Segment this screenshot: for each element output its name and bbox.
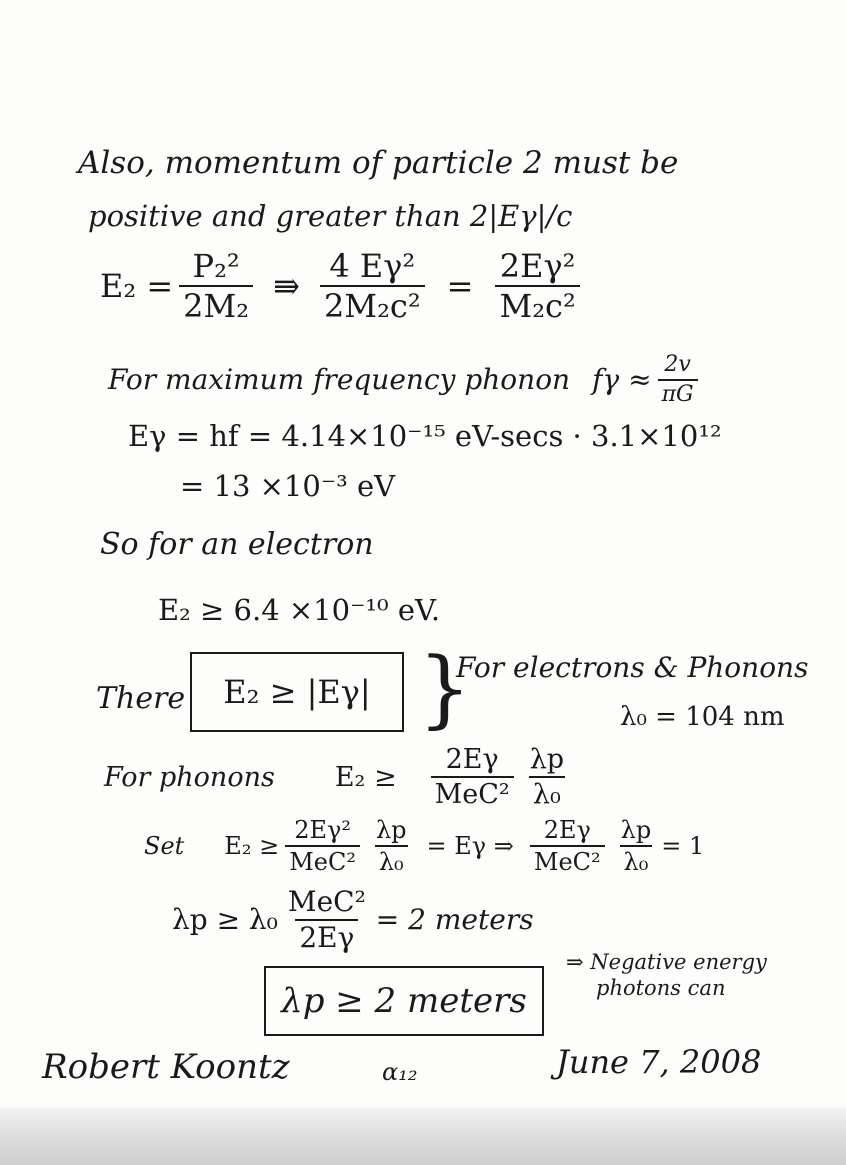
lambda-zero-value: λ₀ = 104 nm xyxy=(620,702,785,732)
right-brace: } xyxy=(418,639,472,737)
negative-energy-note-2: photons can xyxy=(596,976,726,1000)
phonon-num-2: λp xyxy=(529,744,565,775)
set-num-2: λp xyxy=(375,816,407,844)
energy-eq-fraction-1 xyxy=(179,247,253,325)
set-label: Set xyxy=(144,832,185,860)
set-den-1: MeC² xyxy=(285,845,360,874)
lambda-p-rhs: = 2 meters xyxy=(375,903,534,936)
boxed-result-electron-text: E₂ ≥ |Eγ| xyxy=(223,673,371,711)
electron-energy-bound: E₂ ≥ 6.4 ×10⁻¹⁰ eV. xyxy=(158,593,441,627)
energy-eq-num-3: 2Eγ² xyxy=(499,247,576,285)
energy-eq-fraction-3 xyxy=(495,247,579,325)
there-label: There xyxy=(96,681,186,716)
set-num-1: 2Eγ² xyxy=(294,816,351,844)
energy-eq-den-1: 2M₂ xyxy=(179,285,253,322)
signature: Robert Koontz xyxy=(42,1047,290,1087)
max-frequency-num: 2v xyxy=(664,352,691,377)
set-middle: = Eγ ⇒ xyxy=(426,832,514,860)
scan-edge-shadow xyxy=(0,1108,846,1165)
lambda-p-num: MeC² xyxy=(287,885,366,918)
energy-eq-den-3: M₂c² xyxy=(495,285,579,322)
photon-energy-line: Eγ = hf = 4.14×10⁻¹⁵ eV-secs · 3.1×10¹² xyxy=(128,419,722,453)
boxed-result-electron xyxy=(190,652,404,732)
boxed-result-lambda xyxy=(264,966,544,1036)
set-num-3: 2Eγ xyxy=(543,816,591,844)
phonon-lhs: E₂ ≥ xyxy=(334,761,397,793)
lambda-p-fraction xyxy=(284,885,370,954)
energy-eq-lhs: E₂ = xyxy=(100,267,174,305)
boxed-result-lambda-text: λp ≥ 2 meters xyxy=(281,981,527,1021)
phonon-fraction-2 xyxy=(526,746,568,808)
energy-eq-fraction-2 xyxy=(320,247,425,325)
max-frequency-f: fγ ≈ xyxy=(592,363,652,396)
max-frequency-fraction xyxy=(658,354,698,406)
intro-line-2: positive and greater than 2|Eγ|/c xyxy=(88,199,573,233)
phonon-inequality xyxy=(104,746,574,808)
phonon-den-1: MeC² xyxy=(431,776,514,808)
set-fraction-2 xyxy=(372,818,411,874)
set-equation xyxy=(144,818,704,874)
max-frequency-text: For maximum frequency phonon xyxy=(108,363,571,396)
set-fraction-1 xyxy=(285,818,360,874)
energy-eq-equals: = xyxy=(446,267,474,305)
energy-eq-num-2: 4 Eγ² xyxy=(329,247,416,285)
date: June 7, 2008 xyxy=(556,1043,762,1081)
max-frequency-den: πG xyxy=(658,379,698,406)
energy-eq-arrow: ⇛ xyxy=(273,267,300,305)
set-end: = 1 xyxy=(661,832,705,860)
photon-energy-result: = 13 ×10⁻³ eV xyxy=(180,469,396,503)
phonon-fraction-1 xyxy=(431,746,514,808)
phonon-num-1: 2Eγ xyxy=(445,744,499,775)
max-frequency-line xyxy=(108,354,704,406)
lambda-p-den: 2Eγ xyxy=(295,919,358,952)
set-den-2: λ₀ xyxy=(375,845,408,874)
page-label: α₁₂ xyxy=(382,1058,418,1086)
set-den-4: λ₀ xyxy=(620,845,653,874)
negative-energy-note-1: ⇒ Negative energy xyxy=(566,950,767,974)
set-lhs: E₂ ≥ xyxy=(224,832,280,860)
intro-line-1: Also, momentum of particle 2 must be xyxy=(78,145,679,181)
lambda-p-lhs: λp ≥ λ₀ xyxy=(172,903,278,936)
set-fraction-4 xyxy=(617,818,656,874)
set-num-4: λp xyxy=(620,816,652,844)
set-den-3: MeC² xyxy=(530,845,605,874)
so-electron-line: So for an electron xyxy=(100,527,374,562)
phonon-den-2: λ₀ xyxy=(529,776,565,808)
energy-eq-num-1: P₂² xyxy=(192,247,240,285)
set-fraction-3 xyxy=(530,818,605,874)
lambda-p-equation xyxy=(172,885,534,954)
energy-equation xyxy=(100,247,586,325)
for-electrons-phonons: For electrons & Phonons xyxy=(456,651,809,684)
energy-eq-den-2: 2M₂c² xyxy=(320,285,425,322)
for-phonons-label: For phonons xyxy=(104,761,275,793)
